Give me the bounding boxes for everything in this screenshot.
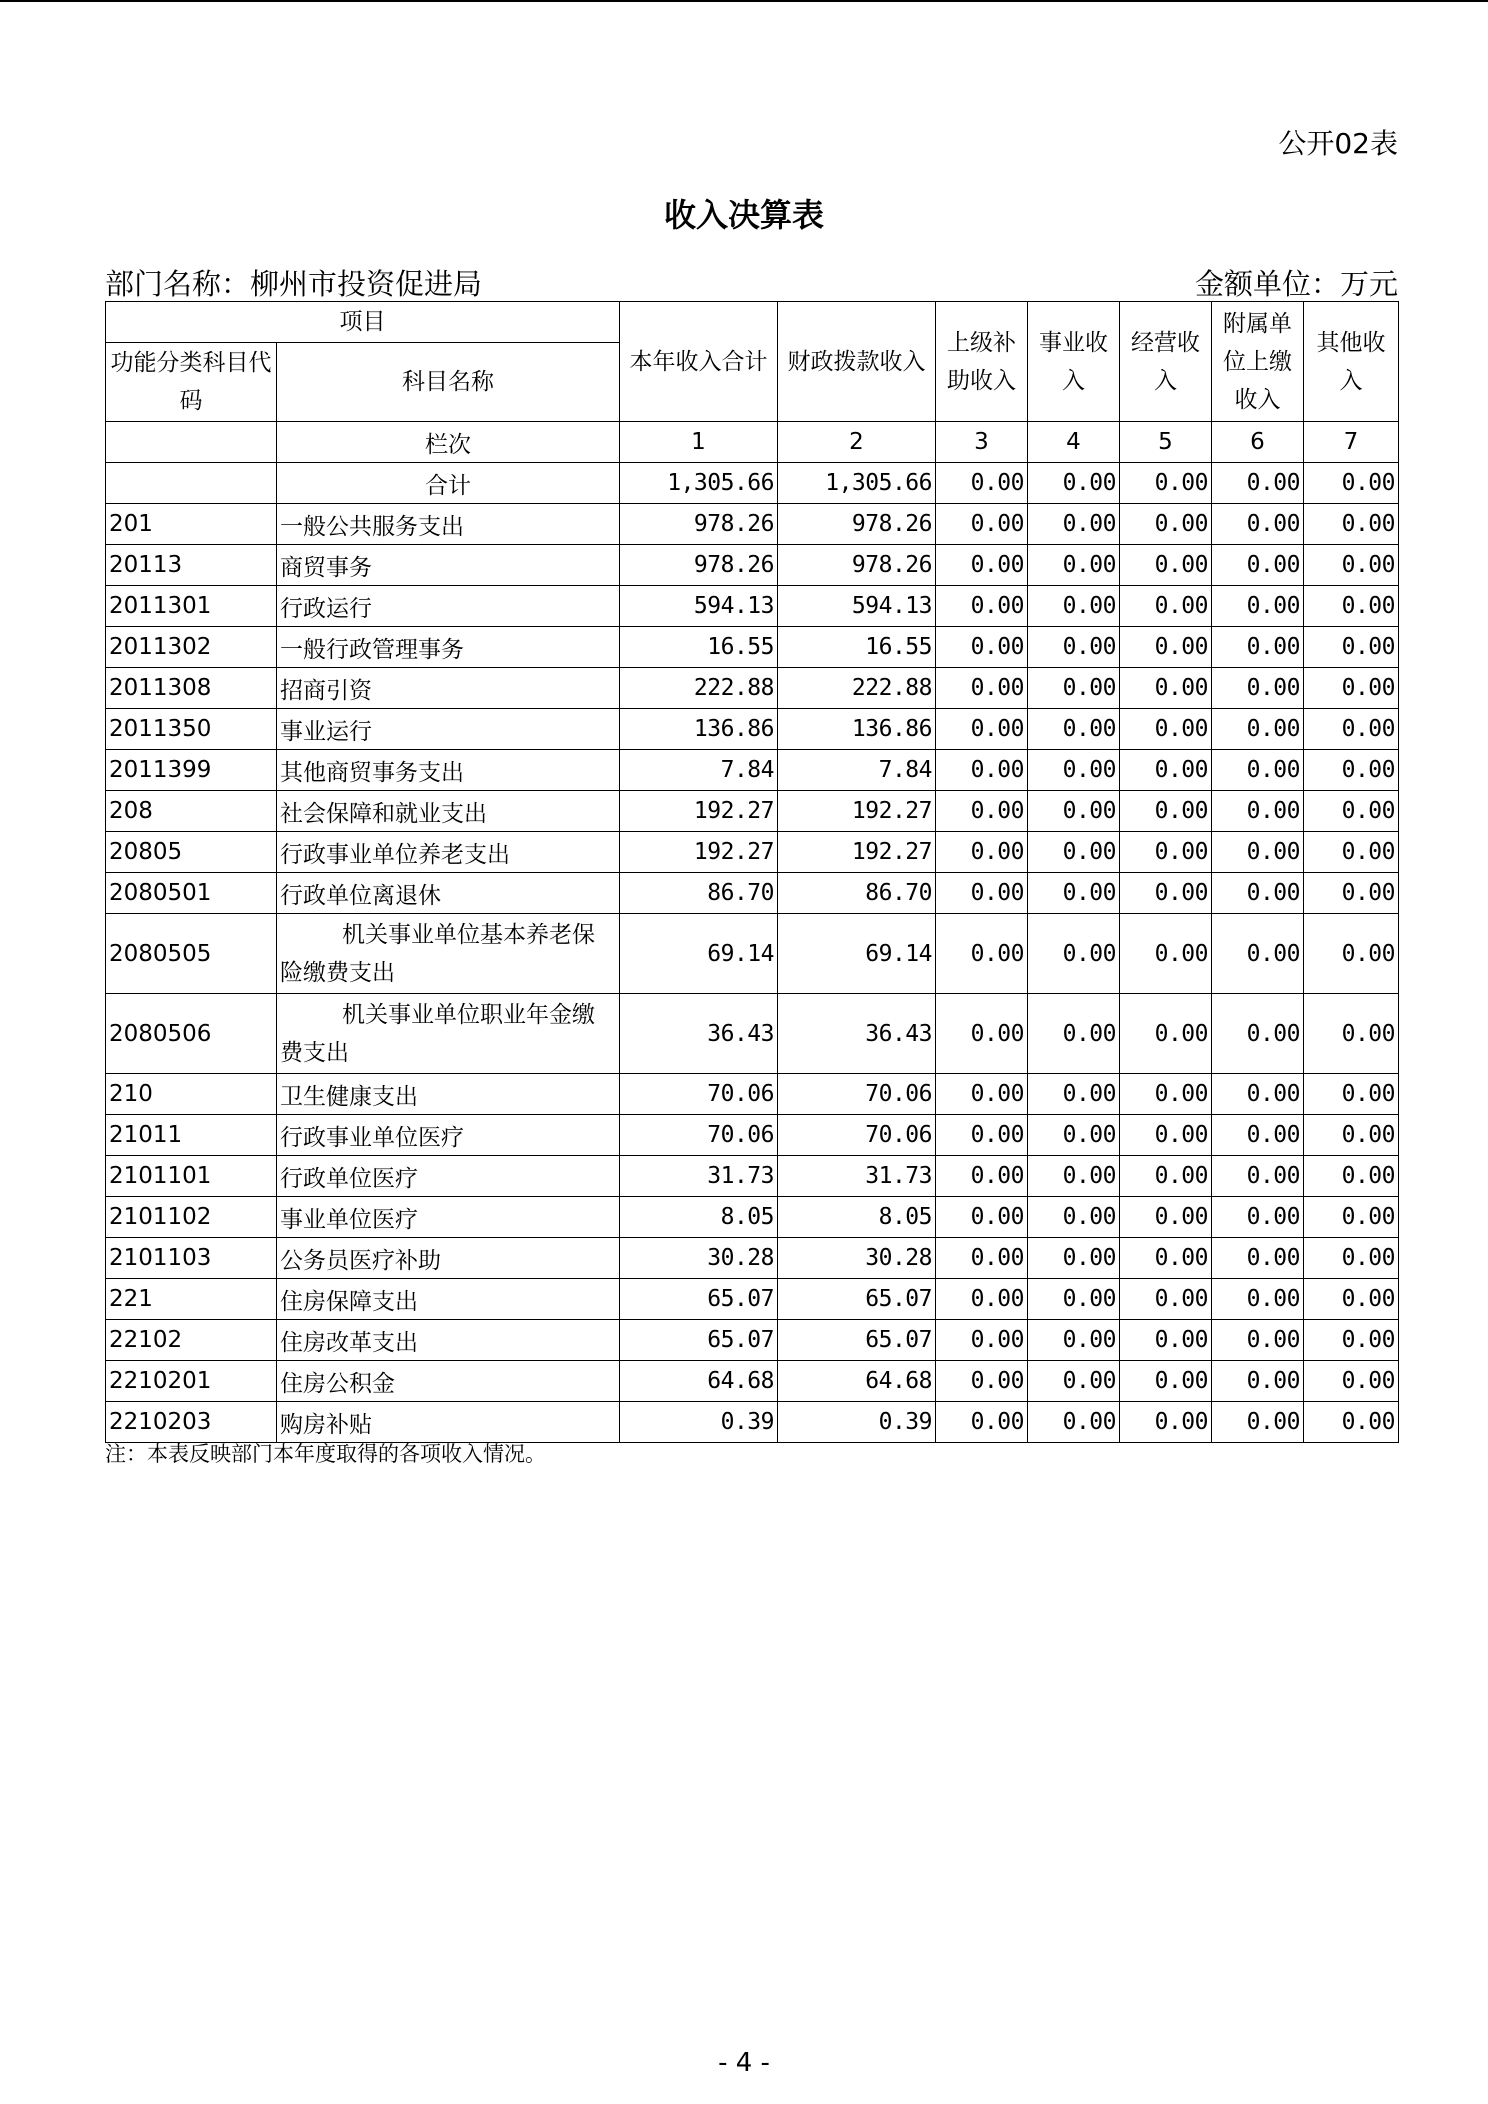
header-operating: 经营收入 [1120, 302, 1212, 422]
table-row [106, 1402, 1399, 1443]
cell-total: 978.26 [620, 545, 778, 586]
cell-other: 0.00 [1304, 750, 1399, 791]
cell-fiscal: 7.84 [778, 750, 936, 791]
cell-operating: 0.00 [1120, 873, 1212, 914]
cell-operating: 0.00 [1120, 1402, 1212, 1443]
row-name: 住房公积金 [277, 1361, 620, 1402]
row-name: 公务员医疗补助 [277, 1238, 620, 1279]
cell-superior: 0.00 [936, 1115, 1028, 1156]
row-name: 其他商贸事务支出 [277, 750, 620, 791]
cell-business: 0.00 [1028, 832, 1120, 873]
header-business: 事业收入 [1028, 302, 1120, 422]
cell-operating: 0.00 [1120, 791, 1212, 832]
row-name: 行政运行 [277, 586, 620, 627]
cell-operating: 0.00 [1120, 1361, 1212, 1402]
cell-superior: 0.00 [936, 1361, 1028, 1402]
table-row [106, 873, 1399, 914]
row-name: 卫生健康支出 [277, 1074, 620, 1115]
table-row [106, 504, 1399, 545]
cell-business: 0.00 [1028, 1320, 1120, 1361]
table-row [106, 586, 1399, 627]
cell-operating: 0.00 [1120, 994, 1212, 1074]
cell-fiscal: 36.43 [778, 994, 936, 1074]
cell-superior: 0.00 [936, 627, 1028, 668]
row-name-line: 费支出 [280, 1039, 349, 1066]
cell-fiscal: 1,305.66 [778, 463, 936, 504]
page-number: - 4 - [718, 2048, 770, 2078]
row-code: 210 [106, 1074, 277, 1115]
cell-affiliated: 0.00 [1212, 791, 1304, 832]
cell-business: 0.00 [1028, 750, 1120, 791]
row-code: 2011301 [106, 586, 277, 627]
cell-business: 0.00 [1028, 709, 1120, 750]
column-number: 1 [620, 422, 778, 463]
row-code: 21011 [106, 1115, 277, 1156]
row-code [106, 463, 277, 504]
cell-affiliated: 0.00 [1212, 1320, 1304, 1361]
cell-other: 0.00 [1304, 1279, 1399, 1320]
row-name: 招商引资 [277, 668, 620, 709]
cell-total: 1,305.66 [620, 463, 778, 504]
row-code: 2011399 [106, 750, 277, 791]
row-name: 合计 [277, 463, 620, 504]
header-name: 科目名称 [277, 343, 620, 422]
row-name: 购房补贴 [277, 1402, 620, 1443]
table-row [106, 545, 1399, 586]
cell-affiliated: 0.00 [1212, 1074, 1304, 1115]
row-code: 2210203 [106, 1402, 277, 1443]
cell-superior: 0.00 [936, 504, 1028, 545]
cell-fiscal: 69.14 [778, 914, 936, 994]
table-row [106, 750, 1399, 791]
row-code: 2101103 [106, 1238, 277, 1279]
cell-superior: 0.00 [936, 668, 1028, 709]
row-code: 2011302 [106, 627, 277, 668]
row-name: 行政事业单位养老支出 [277, 832, 620, 873]
header-affiliated: 附属单位上缴收入 [1212, 302, 1304, 422]
row-name: 行政单位离退休 [277, 873, 620, 914]
cell-business: 0.00 [1028, 586, 1120, 627]
cell-fiscal: 70.06 [778, 1115, 936, 1156]
cell-affiliated: 0.00 [1212, 463, 1304, 504]
cell-affiliated: 0.00 [1212, 914, 1304, 994]
row-name-line: 机关事业单位职业年金缴 [342, 1001, 595, 1028]
cell-operating: 0.00 [1120, 545, 1212, 586]
cell-operating: 0.00 [1120, 1238, 1212, 1279]
cell-total: 65.07 [620, 1320, 778, 1361]
cell-business: 0.00 [1028, 1402, 1120, 1443]
column-number-row [106, 422, 1399, 463]
table-row [106, 1238, 1399, 1279]
department-name: 部门名称：柳州市投资促进局 [105, 267, 483, 301]
cell-affiliated: 0.00 [1212, 504, 1304, 545]
cell-superior: 0.00 [936, 994, 1028, 1074]
cell-superior: 0.00 [936, 1320, 1028, 1361]
table-row [106, 1197, 1399, 1238]
table-row [106, 668, 1399, 709]
column-number: 2 [778, 422, 936, 463]
cell-total: 222.88 [620, 668, 778, 709]
row-code: 20805 [106, 832, 277, 873]
cell-operating: 0.00 [1120, 668, 1212, 709]
cell-fiscal: 31.73 [778, 1156, 936, 1197]
row-code: 2011308 [106, 668, 277, 709]
table-row [106, 1115, 1399, 1156]
cell-business: 0.00 [1028, 791, 1120, 832]
cell-fiscal: 192.27 [778, 832, 936, 873]
column-number: 4 [1028, 422, 1120, 463]
cell-total: 31.73 [620, 1156, 778, 1197]
cell-total: 594.13 [620, 586, 778, 627]
cell-superior: 0.00 [936, 1156, 1028, 1197]
cell-other: 0.00 [1304, 1238, 1399, 1279]
row-name: 住房改革支出 [277, 1320, 620, 1361]
cell-operating: 0.00 [1120, 832, 1212, 873]
header-total: 本年收入合计 [620, 302, 778, 422]
cell-other: 0.00 [1304, 627, 1399, 668]
cell-superior: 0.00 [936, 709, 1028, 750]
cell-affiliated: 0.00 [1212, 709, 1304, 750]
table-row [106, 1320, 1399, 1361]
table-row [106, 1279, 1399, 1320]
cell-business: 0.00 [1028, 1074, 1120, 1115]
cell-fiscal: 8.05 [778, 1197, 936, 1238]
cell-other: 0.00 [1304, 668, 1399, 709]
cell-operating: 0.00 [1120, 627, 1212, 668]
cell-total: 192.27 [620, 832, 778, 873]
cell-business: 0.00 [1028, 627, 1120, 668]
cell-fiscal: 65.07 [778, 1279, 936, 1320]
cell-business: 0.00 [1028, 504, 1120, 545]
cell-other: 0.00 [1304, 873, 1399, 914]
document-title: 收入决算表 [663, 196, 824, 234]
row-name: 事业单位医疗 [277, 1197, 620, 1238]
cell-fiscal: 978.26 [778, 504, 936, 545]
cell-other: 0.00 [1304, 1074, 1399, 1115]
cell-affiliated: 0.00 [1212, 1402, 1304, 1443]
cell-business: 0.00 [1028, 668, 1120, 709]
cell-affiliated: 0.00 [1212, 627, 1304, 668]
cell-fiscal: 222.88 [778, 668, 936, 709]
cell-total: 0.39 [620, 1402, 778, 1443]
row-code: 221 [106, 1279, 277, 1320]
column-number: 5 [1120, 422, 1212, 463]
cell-operating: 0.00 [1120, 1320, 1212, 1361]
cell-total: 978.26 [620, 504, 778, 545]
cell-other: 0.00 [1304, 994, 1399, 1074]
row-name: 商贸事务 [277, 545, 620, 586]
table-row [106, 1156, 1399, 1197]
table-row [106, 791, 1399, 832]
header-code: 功能分类科目代码 [106, 343, 277, 422]
table-row [106, 1074, 1399, 1115]
cell-other: 0.00 [1304, 1197, 1399, 1238]
cell-total: 65.07 [620, 1279, 778, 1320]
cell-fiscal: 594.13 [778, 586, 936, 627]
row-code: 20113 [106, 545, 277, 586]
cell-other: 0.00 [1304, 463, 1399, 504]
cell-superior: 0.00 [936, 791, 1028, 832]
cell-operating: 0.00 [1120, 1074, 1212, 1115]
cell-total: 69.14 [620, 914, 778, 994]
row-code: 2080506 [106, 994, 277, 1074]
cell-fiscal: 16.55 [778, 627, 936, 668]
table-note: 注：本表反映部门本年度取得的各项收入情况。 [105, 1442, 546, 1466]
table-row [106, 709, 1399, 750]
cell-operating: 0.00 [1120, 750, 1212, 791]
cell-superior: 0.00 [936, 832, 1028, 873]
cell-other: 0.00 [1304, 586, 1399, 627]
cell-total: 36.43 [620, 994, 778, 1074]
column-number: 7 [1304, 422, 1399, 463]
cell-affiliated: 0.00 [1212, 545, 1304, 586]
row-code: 2101102 [106, 1197, 277, 1238]
cell-affiliated: 0.00 [1212, 668, 1304, 709]
cell-other: 0.00 [1304, 791, 1399, 832]
row-code: 2011350 [106, 709, 277, 750]
cell-fiscal: 0.39 [778, 1402, 936, 1443]
header-other: 其他收入 [1304, 302, 1399, 422]
header-fiscal: 财政拨款收入 [778, 302, 936, 422]
cell-fiscal: 64.68 [778, 1361, 936, 1402]
cell-total: 70.06 [620, 1074, 778, 1115]
cell-operating: 0.00 [1120, 1115, 1212, 1156]
row-name: 社会保障和就业支出 [277, 791, 620, 832]
cell-total: 7.84 [620, 750, 778, 791]
row-name: 事业运行 [277, 709, 620, 750]
row-name-line: 险缴费支出 [280, 959, 395, 986]
cell-total: 30.28 [620, 1238, 778, 1279]
cell-operating: 0.00 [1120, 586, 1212, 627]
cell-business: 0.00 [1028, 1115, 1120, 1156]
cell-other: 0.00 [1304, 1156, 1399, 1197]
cell-superior: 0.00 [936, 873, 1028, 914]
cell-business: 0.00 [1028, 463, 1120, 504]
cell-operating: 0.00 [1120, 463, 1212, 504]
table-row [106, 832, 1399, 873]
income-table [105, 301, 1399, 1443]
cell-affiliated: 0.00 [1212, 1197, 1304, 1238]
cell-business: 0.00 [1028, 994, 1120, 1074]
cell-other: 0.00 [1304, 1361, 1399, 1402]
amount-unit: 金额单位：万元 [1194, 267, 1398, 301]
cell-affiliated: 0.00 [1212, 994, 1304, 1074]
row-name [277, 914, 620, 994]
row-code: 22102 [106, 1320, 277, 1361]
cell-other: 0.00 [1304, 914, 1399, 994]
cell-fiscal: 192.27 [778, 791, 936, 832]
table-row-total [106, 463, 1399, 504]
cell-superior: 0.00 [936, 750, 1028, 791]
row-name: 住房保障支出 [277, 1279, 620, 1320]
form-number: 公开02表 [1278, 127, 1398, 160]
row-name: 一般行政管理事务 [277, 627, 620, 668]
cell-fiscal: 65.07 [778, 1320, 936, 1361]
cell-superior: 0.00 [936, 914, 1028, 994]
cell-superior: 0.00 [936, 1279, 1028, 1320]
row-name [277, 994, 620, 1074]
row-name: 行政单位医疗 [277, 1156, 620, 1197]
row-name: 一般公共服务支出 [277, 504, 620, 545]
cell-business: 0.00 [1028, 1361, 1120, 1402]
cell-affiliated: 0.00 [1212, 586, 1304, 627]
cell-operating: 0.00 [1120, 504, 1212, 545]
row-code: 2210201 [106, 1361, 277, 1402]
cell-operating: 0.00 [1120, 709, 1212, 750]
cell-superior: 0.00 [936, 1074, 1028, 1115]
column-number: 6 [1212, 422, 1304, 463]
cell-business: 0.00 [1028, 1156, 1120, 1197]
cell-fiscal: 30.28 [778, 1238, 936, 1279]
column-number: 3 [936, 422, 1028, 463]
cell-other: 0.00 [1304, 709, 1399, 750]
cell-total: 16.55 [620, 627, 778, 668]
table-row [106, 1361, 1399, 1402]
cell-operating: 0.00 [1120, 1156, 1212, 1197]
cell-superior: 0.00 [936, 586, 1028, 627]
row-code: 2080501 [106, 873, 277, 914]
cell-fiscal: 86.70 [778, 873, 936, 914]
cell-affiliated: 0.00 [1212, 873, 1304, 914]
cell-affiliated: 0.00 [1212, 1361, 1304, 1402]
row-name-line: 机关事业单位基本养老保 [342, 921, 595, 948]
cell-superior: 0.00 [936, 1197, 1028, 1238]
cell-business: 0.00 [1028, 1197, 1120, 1238]
cell-business: 0.00 [1028, 545, 1120, 586]
row-code: 208 [106, 791, 277, 832]
cell-other: 0.00 [1304, 545, 1399, 586]
cell-business: 0.00 [1028, 1238, 1120, 1279]
cell-operating: 0.00 [1120, 1197, 1212, 1238]
cell-affiliated: 0.00 [1212, 750, 1304, 791]
row-code: 2101101 [106, 1156, 277, 1197]
cell-business: 0.00 [1028, 914, 1120, 994]
cell-affiliated: 0.00 [1212, 1156, 1304, 1197]
cell-other: 0.00 [1304, 832, 1399, 873]
table-row [106, 627, 1399, 668]
row-name: 行政事业单位医疗 [277, 1115, 620, 1156]
cell-total: 8.05 [620, 1197, 778, 1238]
table-row [106, 994, 1399, 1074]
cell-business: 0.00 [1028, 1279, 1120, 1320]
cell-operating: 0.00 [1120, 914, 1212, 994]
cell-affiliated: 0.00 [1212, 1238, 1304, 1279]
column-number-blank [106, 422, 277, 463]
cell-affiliated: 0.00 [1212, 832, 1304, 873]
column-number-label: 栏次 [277, 422, 620, 463]
cell-total: 70.06 [620, 1115, 778, 1156]
cell-superior: 0.00 [936, 463, 1028, 504]
header-row-top [106, 302, 1399, 343]
cell-other: 0.00 [1304, 1115, 1399, 1156]
cell-superior: 0.00 [936, 1402, 1028, 1443]
cell-total: 136.86 [620, 709, 778, 750]
cell-superior: 0.00 [936, 545, 1028, 586]
cell-affiliated: 0.00 [1212, 1279, 1304, 1320]
header-item: 项目 [106, 302, 620, 343]
cell-other: 0.00 [1304, 1320, 1399, 1361]
cell-fiscal: 978.26 [778, 545, 936, 586]
cell-other: 0.00 [1304, 504, 1399, 545]
cell-superior: 0.00 [936, 1238, 1028, 1279]
cell-total: 64.68 [620, 1361, 778, 1402]
cell-total: 192.27 [620, 791, 778, 832]
cell-business: 0.00 [1028, 873, 1120, 914]
cell-fiscal: 136.86 [778, 709, 936, 750]
row-code: 2080505 [106, 914, 277, 994]
cell-other: 0.00 [1304, 1402, 1399, 1443]
cell-affiliated: 0.00 [1212, 1115, 1304, 1156]
row-code: 201 [106, 504, 277, 545]
cell-fiscal: 70.06 [778, 1074, 936, 1115]
header-superior: 上级补助收入 [936, 302, 1028, 422]
cell-operating: 0.00 [1120, 1279, 1212, 1320]
cell-total: 86.70 [620, 873, 778, 914]
table-row [106, 914, 1399, 994]
